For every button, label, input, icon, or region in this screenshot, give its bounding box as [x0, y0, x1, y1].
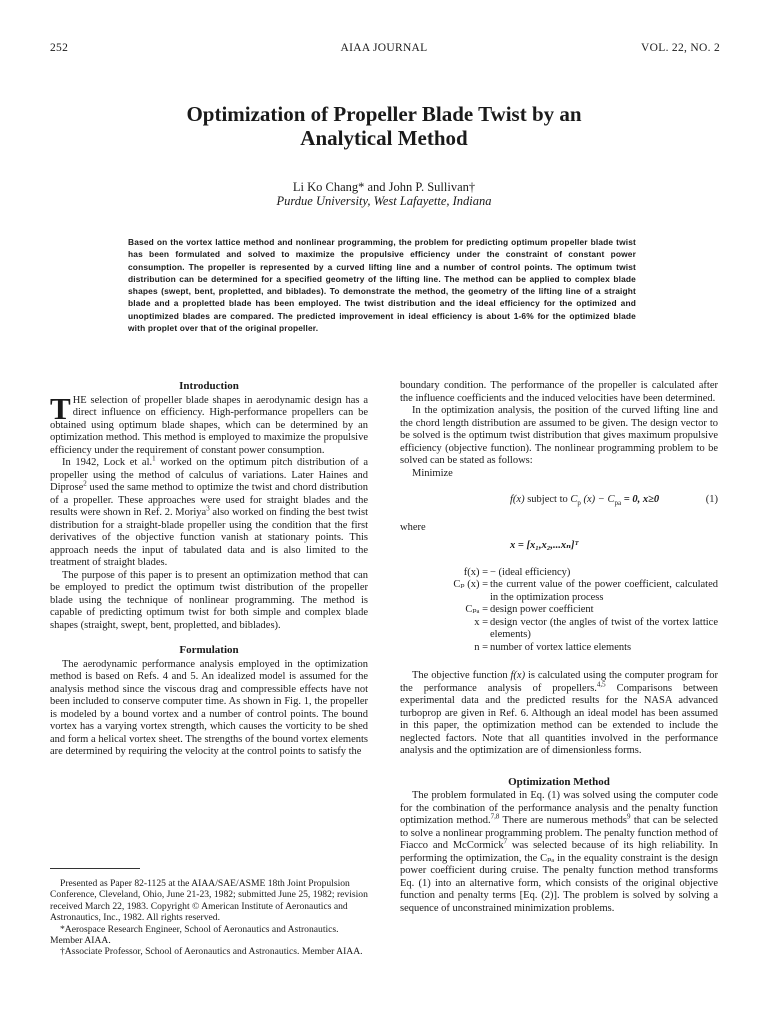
formulation-paragraph-1: The aerodynamic performance analysis employed in the optimization method is based on Refs. 4 and 5. An idealized model is assumed for the analysis method since the viscous drag and compressible effects have not been included to conserve computer time. As shown in Fig. 1, the propeller is modeled by a bound vortex and a number of control points. The bound vortex has a varying vortex strength, which causes the vorticity to be shed and form a helical vortex sheet. The strengths of the bound vortex elements are determined by requiring the velocity at the control points to satisfy the [50, 658, 368, 757]
optimization-analysis-paragraph: In the optimization analysis, the position of the curved lifting line and the chord length distribution are assumed to be given. The design vector to be solved is the optimum twist distribution that gives maximum propulsive efficiency (objective function). The nonlinear programming problem to be solved can be stated as follows: [400, 405, 718, 466]
equation-1-body: f(x) subject to $C_p$ $(x) - C_{pa} = 0$, x≥0 [510, 494, 660, 508]
continued-paragraph: boundary condition. The performance of the propeller is calculated after the influence coefficients and the induced velocities have been determined. [400, 380, 718, 404]
intro-paragraph-1: THE selection of propeller blade shapes in aerodynamic design has a direct influence on efficiency. High-performance propellers can be obtained using optimum blade shapes, which can be determined by an optimization method. This method is employed to maximize the propulsive efficiency under the requirement of constant power consumption. [50, 390, 368, 456]
definition-row: x = design vector (the angles of twist of the vortex lattice elements) [474, 616, 718, 641]
objective-function-paragraph: The objective function f(x) is calculated using the computer program for the performance analysis of propellers.$^{4,5}$ Comparisons between experimental data and the predicted results for the NASA advanced turboprop are given in Ref. 6. Although an ideal model has been assumed in this paper, the optimization method can be extended to include the neglected factors. Note that all quantities involved in the performance analysis and the optimization are of dimensionless forms. [400, 670, 718, 757]
left-column [50, 380, 368, 759]
intro-paragraph-3: The purpose of this paper is to present an optimization method that can be employed to predict the optimum twist distribution of the propeller blade using the technique of nonlinear programming. The method is capable of predicting optimum twist for both simple and complex blade shapes (straight, swept, bent, propletted, and biblades). [50, 569, 368, 631]
definition-row: Cₚₐ = design power coefficient [465, 604, 594, 616]
footnote-1: Presented as Paper 82-1125 at the AIAA/SAE/ASME 18th Joint Propulsion Conference, Cleveland, Ohio, June 21-23, 1982; submitted June 25, 1982; revision received March 22, 1983. Copyright © American Institute of Aeronautics and Astronautics, Inc., 1982. All rights reserved. [50, 878, 368, 924]
definition-row: n = number of vortex lattice elements [474, 641, 632, 653]
formulation-heading: Formulation [179, 644, 239, 656]
volume-number: VOL. 22, NO. 2 [641, 42, 720, 54]
equation-1 [400, 494, 718, 510]
where-label: where [400, 521, 426, 533]
journal-name: AIAA JOURNAL [340, 42, 428, 54]
footnote-rule [50, 868, 140, 869]
optimization-method-paragraph: The problem formulated in Eq. (1) was solved using the computer code for the combination of the performance analysis and the penalty function optimization method.$^{7,8}$ There are numerous methods$^9$ that can be selected to solve a nonlinear programming problem. The penalty function method of Fiacco and McCormick$^7$ was selected because of its high reliability. In performing the optimization, the Cₚₐ in the equality constraint is the design power coefficient during cruise. The penalty function method transforms Eq. (1) into an alternative form, which consists of the original objective function and penalty terms [Eq. (2)]. The problem is solved by solving a sequence of unconstrained minimization problems. [400, 790, 719, 914]
definition-row: f(x) = − (ideal efficiency) [463, 566, 571, 578]
footnote-2: *Aerospace Research Engineer, School of Aeronautics and Astronautics. Member AIAA. [50, 923, 339, 947]
right-column [400, 380, 718, 915]
introduction-heading: Introduction [179, 380, 239, 392]
affiliation: Purdue University, West Lafayette, Indiana [276, 194, 492, 208]
equation-2: x = [x₁,x₂,...xₙ]ᵀ [510, 540, 579, 552]
definition-row: Cₚ (x) = the current value of the power coefficient, calculated in the optimization process [453, 579, 718, 603]
definitions-list [400, 567, 718, 655]
minimize-label: Minimize [412, 467, 453, 479]
abstract: Based on the vortex lattice method and nonlinear programming, the problem for predicting optimum propeller blade twist has been formulated and solved to maximize the propulsive efficiency under the constraint of constant power consumption. The propeller is represented by a curved lifting line and a number of control points. The optimum twist distribution can be determined for a specified geometry of the lifting line. The method can be applied to complex blade shapes (swept, bent, propletted, and biblades). To demonstrate the method, the geometry of the lifting line of a straight blade and a propletted blade has been employed. The twist distribution and the ideal efficiency for the optimized and unoptimized blades are compared. The predicted improvement in ideal efficiency is about 1-6% for the optimized blade with proplet over that of the original propeller. [128, 237, 636, 334]
authors: Li Ko Chang* and John P. Sullivan† [292, 180, 476, 194]
footnotes [50, 878, 370, 958]
intro-paragraph-2: In 1942, Lock et al.$^1$ worked on the optimum pitch distribution of a propeller using the method of calculus of variations. Later Haines and Diprose$^2$ used the same method to optimize the twist and chord distribution of a propeller. These approaches were used for straight blades and the results were shown in Ref. 2. Moriya$^3$ also worked on finding the best twist distribution for a straight-blade propeller using the condition that the first derivatives of the objective function vanish at stationary points. This approach needs the input of tabulated data and is also limited to the treatment of straight blades. [50, 454, 368, 568]
drop-cap: T [50, 390, 71, 426]
page-number: 252 [50, 42, 69, 54]
title-line-2: Analytical Method [300, 126, 468, 150]
paper-title [0, 102, 768, 150]
optimization-method-heading: Optimization Method [508, 775, 610, 788]
title-line-1: Optimization of Propeller Blade Twist by an [186, 102, 582, 126]
equation-1-number: (1) [705, 494, 718, 505]
footnote-3: †Associate Professor, School of Aeronautics and Astronautics. Member AIAA. [60, 946, 363, 958]
